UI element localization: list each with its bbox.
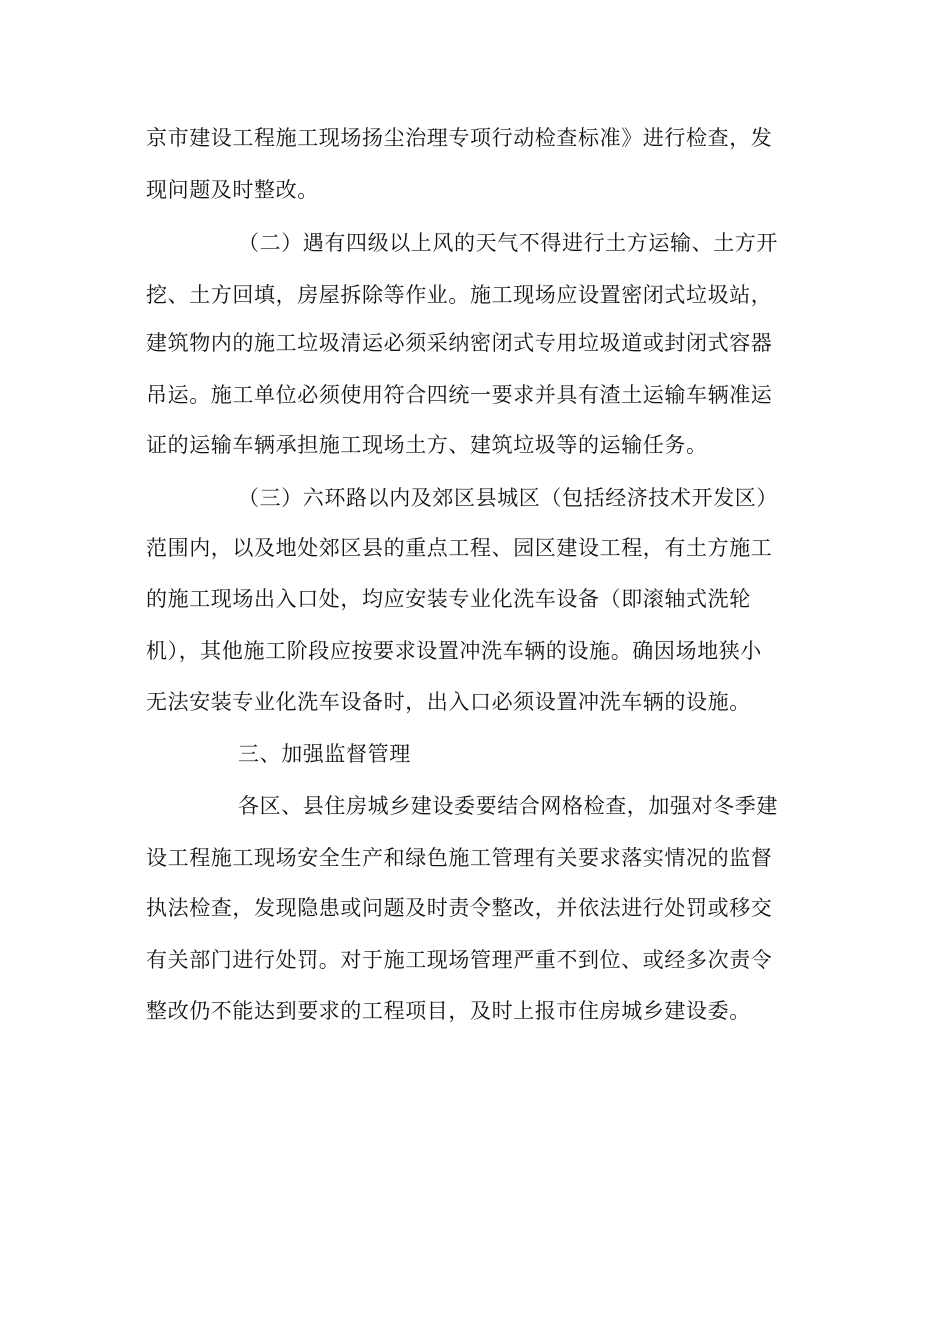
text-line: 的施工现场出入口处，均应安装专业化洗车设备（即滚轴式洗轮 (146, 587, 751, 611)
text-line: 执法检查，发现隐患或问题及时责令整改，并依法进行处罚或移交 (146, 896, 773, 920)
text-line: 证的运输车辆承担施工现场土方、建筑垃圾等的运输任务。 (146, 433, 708, 457)
text-line: 建筑物内的施工垃圾清运必须采纳密闭式专用垃圾道或封闭式容器 (146, 331, 773, 355)
text-line: 无法安装专业化洗车设备时，出入口必须设置冲洗车辆的设施。 (146, 690, 751, 714)
text-line: （二）遇有四级以上风的天气不得进行土方运输、土方开 (238, 231, 778, 255)
text-line: 现问题及时整改。 (146, 178, 319, 202)
text-line: 设工程施工现场安全生产和绿色施工管理有关要求落实情况的监督 (146, 846, 773, 870)
text-line: 范围内，以及地处郊区县的重点工程、园区建设工程，有土方施工 (146, 536, 773, 560)
text-line: 京市建设工程施工现场扬尘治理专项行动检查标准》进行检查，发 (146, 126, 773, 150)
text-line: 吊运。施工单位必须使用符合四统一要求并具有渣土运输车辆准运 (146, 383, 773, 407)
text-line: 有关部门进行处罚。对于施工现场管理严重不到位、或经多次责令 (146, 948, 773, 972)
section-heading: 三、加强监督管理 (238, 742, 411, 766)
text-line: 机），其他施工阶段应按要求设置冲洗车辆的设施。确因场地狭小 (146, 639, 762, 663)
text-line: （三）六环路以内及郊区县城区（包括经济技术开发区） (238, 486, 778, 510)
text-line: 挖、土方回填，房屋拆除等作业。施工现场应设置密闭式垃圾站， (146, 283, 773, 307)
text-line: 整改仍不能达到要求的工程项目，及时上报市住房城乡建设委。 (146, 999, 751, 1023)
text-line: 各区、县住房城乡建设委要结合网格检查，加强对冬季建 (238, 794, 778, 818)
